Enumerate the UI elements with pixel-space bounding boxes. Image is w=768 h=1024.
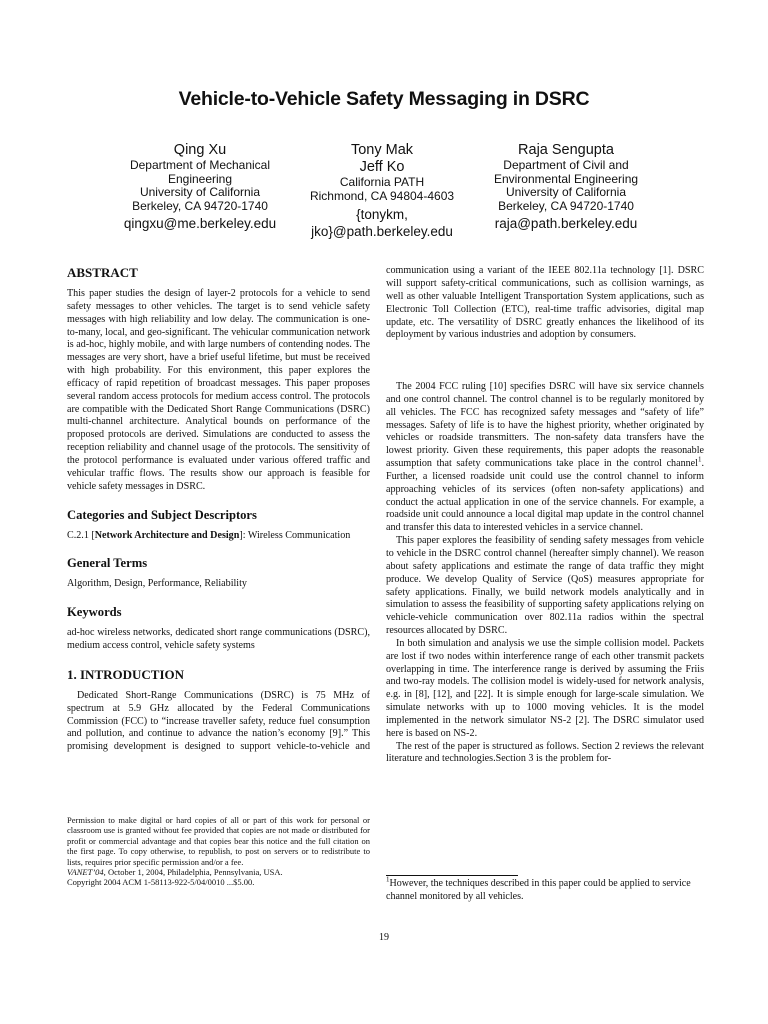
author-email[interactable]: raja@path.berkeley.edu	[494, 216, 638, 231]
venue-line	[67, 867, 370, 877]
author-affiliation-line: University of California	[139, 185, 261, 199]
introduction-heading: 1. INTRODUCTION	[67, 666, 185, 682]
permission-text: Permission to make digital or hard copies of all or part of this work for personal or classroom use is granted without fee provided that copies are not made or distributed for profit or commercial advantage and that copies bear this notice and the full citation on the first page. To copy otherwise, to republish, to post on servers or to redistribute to lists, requires prior specific permission and/or a fee.	[67, 815, 370, 867]
footnote-text: However, the techniques described in this paper could be applied to service channel monitored by all vehicles.	[386, 878, 691, 902]
author-email[interactable]: qingxu@me.berkeley.edu	[123, 216, 277, 231]
permission-notice	[67, 815, 370, 888]
categories-text	[67, 530, 370, 543]
keywords-text: ad-hoc wireless networks, dedicated short range communications (DSRC), medium access control, vehicle safety systems	[67, 627, 370, 652]
keywords-heading: Keywords	[67, 605, 122, 620]
author-block-3	[466, 142, 666, 232]
footnote	[386, 875, 704, 903]
author-affiliation-line: Department of Mechanical	[129, 158, 271, 172]
categories-prefix: C.2.1 [	[67, 529, 95, 541]
categories-suffix: ]: Wireless Communication	[239, 529, 351, 541]
intro-paragraph-2	[386, 381, 704, 535]
intro-paragraph-3: This paper explores the feasibility of sending safety messages from vehicle to vehicle in the DSRC control channel (hereafter simply channel). We reason about safety applications and estimate the range of data traffic they might produce. We develop Quality of Service (QoS) measures appropriate for safety applications. Finally, we build network models analytically and in simulation to assess the feasibility of supporting safety applications relying on vehicle-vehicle communication over 802.11a radios within the spectral resources allocated by DSRC.	[386, 535, 704, 637]
footnote-number: 1	[386, 875, 390, 884]
author-block-2	[287, 142, 477, 240]
author-name: Qing Xu	[173, 142, 227, 158]
author-name: Raja Sengupta	[518, 142, 614, 158]
general-terms-text: Algorithm, Design, Performance, Reliability	[67, 578, 247, 590]
general-terms-heading: General Terms	[67, 556, 148, 571]
intro-paragraph-left: Dedicated Short-Range Communications (DSRC) is 75 MHz of spectrum at 5.9 GHz allocated by the Federal Communications Commission (FCC) to “increase traveller safety, reduce fuel consumption and pollution, and continue to advance the nation’s economy [9].” This promising development is designed to support vehicle-to-vehicle and	[67, 689, 370, 753]
author-name: Tony Mak	[350, 142, 414, 158]
intro-paragraph-4: In both simulation and analysis we use the simple collision model. Packets are lost if two nodes within interference range of each other transmit packets overlapping in time. The interference range is derived by assuming the Friis and two-ray models. The collision model is widely-used for network analysis, e.g. in [8], [12], and [22]. It is simple enough for large-scale simulation. We simulate networks with up to 1000 moving vehicles. It is the model implemented in the network simulator NS-2 [2]. The DSRC simulator used here is based on NS-2.	[386, 637, 704, 739]
right-column	[386, 265, 704, 766]
author-email[interactable]: {tonykm,	[356, 207, 408, 222]
author-affiliation-line: Environmental Engineering	[493, 171, 639, 186]
footnote-rule	[386, 875, 518, 876]
abstract-text: This paper studies the design of layer-2 protocols for a vehicle to send safety messages to other vehicles. The target is to send vehicle safety messages with high reliability and low delay. The communication is one-to-many, local, and geo-significant. The vehicular communication network is ad-hoc, highly mobile, and with large numbers of contending nodes. The messages are very short, have a brief useful lifetime, but must be received with high probability. For this environment, this paper explores the efficacy of rapid repetition of broadcast messages. This paper proposes several random access protocols for medium access control. The protocols are compatible with the Dedicated Short Range Communications (DSRC) multi-channel architecture. Analytical bounds on performance of the proposed protocols are derived. Simulations are conducted to assess the reception reliability and channel usage of the protocols. The sensitivity of the protocol performance is evaluated under various offered traffic and vehicular traffic flows. The results show our approach is feasible for vehicle safety messages in DSRC.	[67, 288, 370, 492]
venue-name: VANET’04,	[67, 867, 106, 878]
author-affiliation-line: Berkeley, CA 94720-1740	[132, 198, 268, 213]
venue-details: October 1, 2004, Philadelphia, Pennsylvania, USA.	[105, 867, 283, 878]
categories-heading: Categories and Subject Descriptors	[67, 507, 257, 522]
author-affiliation-line: Engineering	[167, 171, 233, 186]
categories-bold: Network Architecture and Design	[94, 529, 240, 541]
abstract-heading: ABSTRACT	[67, 265, 138, 280]
author-affiliation-line: Department of Civil and	[503, 158, 629, 172]
footnote-marker[interactable]: 1	[697, 455, 702, 464]
p2-text-b: . Further, a licensed roadside unit could use the control channel to inform approaching vehicles of its services (often non-safety applications) and conduct the actual application in one of the service channels. For example, a roadside unit could announce a local digital map update in the control channel and transfer this data to interested vehicles in a service channel.	[386, 458, 704, 534]
intro-continued-text: communication using a variant of the IEEE 802.11a technology [1]. DSRC will support safety-critical communications, such as collision warnings, as well as other valuable Intelligent Transportation System applications, such as Electronic Toll Collection (ETC), real-time traffic advisories, digital map update, etc. The versatility of DSRC greatly enhances the likelihood of its deployment by various industries and adoption by consumers.	[386, 265, 704, 341]
intro-paragraph-5: The rest of the paper is structured as follows. Section 2 reviews the relevant literature and technologies.Section 3 is the problem for-	[386, 740, 704, 765]
author-block-1	[100, 142, 300, 232]
author-email[interactable]: jko}@path.berkeley.edu	[311, 224, 453, 239]
author-name: Jeff Ko	[359, 159, 405, 175]
intro-paragraph-continued	[386, 265, 704, 381]
author-affiliation-line: California PATH	[339, 175, 425, 189]
left-column	[67, 265, 370, 754]
page-number: 19	[379, 932, 389, 943]
author-affiliation-line: University of California	[505, 185, 627, 199]
author-affiliation-line: Richmond, CA 94804-4603	[309, 188, 455, 203]
author-affiliation-line: Berkeley, CA 94720-1740	[498, 198, 634, 213]
paper-title: Vehicle-to-Vehicle Safety Messaging in DSRC	[178, 88, 590, 110]
copyright-line: Copyright 2004 ACM 1-58113-922-5/04/0010 ...$5.00.	[67, 877, 255, 888]
p2-text-a: The 2004 FCC ruling [10] specifies DSRC will have six service channels and one control channel. The control channel is to be regularly monitored by all vehicles. The FCC has recognized safety messages and “safety of life” messages. Safety of life is to have the highest priority, whether originated by vehicles or roadside transmitters. The non-safety data transfers have the lowest priority. Given these requirements, this paper adopts the reasonable assumption that safety communications take place in the control channel	[386, 381, 704, 470]
